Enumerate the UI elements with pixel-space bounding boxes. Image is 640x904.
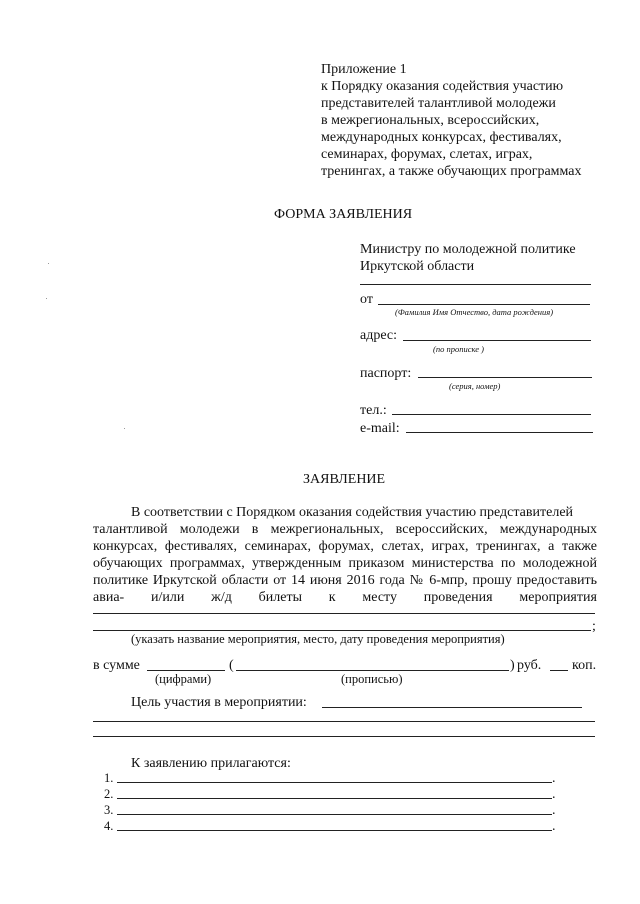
attachment-number: 1. bbox=[104, 771, 114, 785]
scan-speck bbox=[124, 428, 125, 429]
addressee-blank-line[interactable] bbox=[360, 284, 591, 285]
event-field-line2[interactable] bbox=[93, 630, 591, 631]
appendix-line: к Порядку оказания содействия участию bbox=[321, 79, 564, 94]
attachment-end-mark: . bbox=[552, 819, 556, 834]
appendix-line: в межрегиональных, всероссийских, bbox=[321, 113, 540, 128]
attachment-field[interactable] bbox=[117, 798, 552, 799]
body-word: ж/д bbox=[211, 590, 232, 605]
form-title: ФОРМА ЗАЯВЛЕНИЯ bbox=[274, 207, 413, 222]
addressee-line1: Министру по молодежной политике bbox=[360, 242, 576, 257]
amount-words-field[interactable] bbox=[236, 670, 509, 671]
email-label: e-mail: bbox=[360, 421, 400, 436]
scan-speck bbox=[46, 298, 47, 299]
passport-label: паспорт: bbox=[360, 366, 412, 381]
appendix-line: международных конкурсах, фестивалях, bbox=[321, 130, 562, 145]
body-word: авиа- bbox=[93, 590, 125, 605]
body-word: к bbox=[328, 590, 336, 605]
appendix-line: Приложение 1 bbox=[321, 62, 407, 77]
body-line: конкурсах, фестивалях, семинарах, форумах, слетах, играх, тренингах, а также bbox=[93, 539, 597, 554]
attachment-end-mark: . bbox=[552, 787, 556, 802]
phone-field[interactable] bbox=[392, 414, 591, 415]
appendix-line: семинарах, форумах, слетах, играх, bbox=[321, 147, 533, 162]
attachment-number: 3. bbox=[104, 803, 114, 817]
kop-label: коп. bbox=[572, 658, 597, 673]
appendix-line: тренингах, а также обучающих программах bbox=[321, 164, 582, 179]
attachment-field[interactable] bbox=[117, 830, 552, 831]
addressee-line2: Иркутской области bbox=[360, 259, 475, 274]
body-line: талантливой молодежи в межрегиональных, всероссийских, международных bbox=[93, 522, 597, 537]
address-hint: (по прописке ) bbox=[433, 344, 484, 354]
body-line: политике Иркутской области от 14 июня 2016 года № 6-мпр, прошу предоставить bbox=[93, 573, 597, 588]
amount-close-paren: ) bbox=[510, 658, 515, 673]
scan-speck bbox=[48, 263, 49, 264]
event-hint: (указать название мероприятия, место, дату проведения мероприятия) bbox=[131, 632, 505, 646]
attachment-end-mark: . bbox=[552, 803, 556, 818]
purpose-field[interactable] bbox=[322, 707, 582, 708]
purpose-label: Цель участия в мероприятии: bbox=[131, 695, 307, 710]
appendix-line: представителей талантливой молодежи bbox=[321, 96, 556, 111]
phone-label: тел.: bbox=[360, 403, 387, 418]
body-line: В соответствии с Порядком оказания содействия участию представителей bbox=[131, 505, 574, 520]
statement-title: ЗАЯВЛЕНИЕ bbox=[303, 472, 386, 487]
body-word: мероприятия bbox=[519, 590, 597, 605]
attachment-number: 2. bbox=[104, 787, 114, 801]
passport-field[interactable] bbox=[418, 377, 592, 378]
event-field-line1[interactable] bbox=[93, 613, 595, 614]
body-word: билеты bbox=[258, 590, 302, 605]
purpose-field-line2[interactable] bbox=[93, 721, 595, 722]
address-field[interactable] bbox=[403, 340, 591, 341]
from-field[interactable] bbox=[378, 304, 590, 305]
attachments-title: К заявлению прилагаются: bbox=[131, 756, 291, 771]
passport-hint: (серия, номер) bbox=[449, 381, 501, 391]
body-last-line bbox=[93, 589, 597, 606]
amount-digits-field[interactable] bbox=[147, 670, 225, 671]
email-field[interactable] bbox=[406, 432, 593, 433]
event-semicolon: ; bbox=[592, 619, 596, 634]
attachment-end-mark: . bbox=[552, 771, 556, 786]
body-word: и/или bbox=[151, 590, 185, 605]
digits-hint: (цифрами) bbox=[155, 672, 212, 686]
attachment-field[interactable] bbox=[117, 814, 552, 815]
body-word: месту bbox=[362, 590, 397, 605]
amount-label: в сумме bbox=[93, 658, 140, 673]
purpose-field-line3[interactable] bbox=[93, 736, 595, 737]
body-line: обучающих программах, утвержденным приказом министерства по молодежной bbox=[93, 556, 597, 571]
rub-label: руб. bbox=[517, 658, 542, 673]
amount-open-paren: ( bbox=[229, 658, 234, 673]
from-label: от bbox=[360, 292, 373, 307]
words-hint: (прописью) bbox=[341, 672, 403, 686]
address-label: адрес: bbox=[360, 328, 398, 343]
attachment-number: 4. bbox=[104, 819, 114, 833]
from-hint: (Фамилия Имя Отчество, дата рождения) bbox=[395, 307, 554, 317]
attachment-field[interactable] bbox=[117, 782, 552, 783]
kop-field[interactable] bbox=[550, 670, 568, 671]
body-word: проведения bbox=[423, 590, 493, 605]
